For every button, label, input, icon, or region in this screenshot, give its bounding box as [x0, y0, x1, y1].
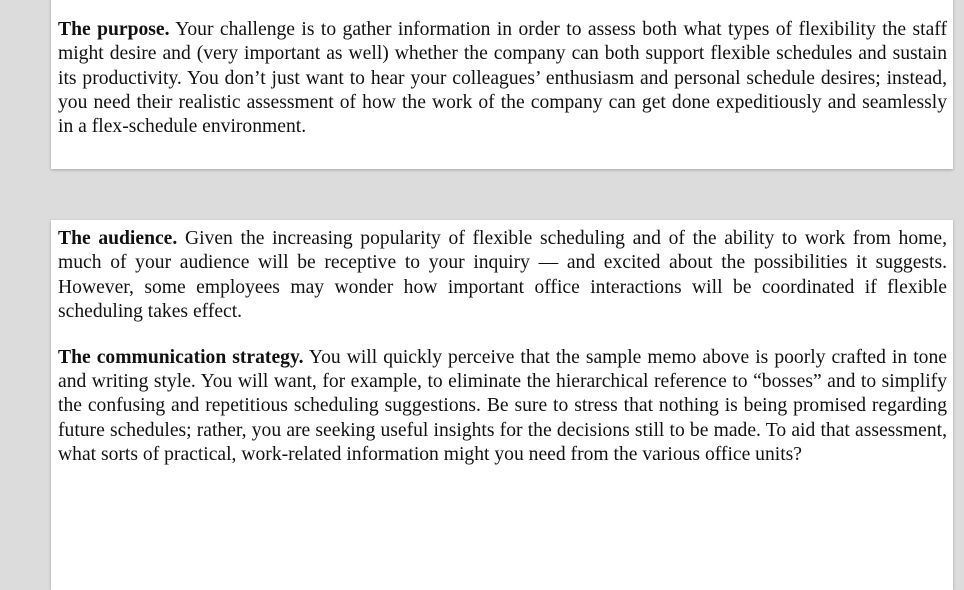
paragraph-communication-strategy [58, 346, 947, 467]
paragraph-heading-communication-strategy: The communication strategy. [58, 346, 304, 368]
paragraph-audience [58, 227, 947, 324]
document-page-2 [51, 220, 953, 590]
paragraph-heading-purpose: The purpose. [58, 19, 170, 40]
paragraph-text-purpose: Your challenge is to gather information in order to assess both what types of flexibility the staff might desire and (very important as well) whether the company can both support flexible schedules and sustain its productivity. You don’t just want to hear your colleagues’ enthusiasm and personal schedule desires; instead, you need their realistic assessment of how the work of the company can get done expeditiously and seamlessly in a flex-schedule environment. [58, 19, 948, 138]
paragraph-text-audience: Given the increasing popularity of flexible scheduling and of the ability to work from home, much of your audience will be receptive to your inquiry — and excited about the possibilities it suggests. However, some employees may wonder how important office interactions will be coordinated if flexible scheduling takes effect. [58, 228, 947, 322]
paragraph-heading-audience: The audience. [58, 228, 178, 249]
paragraph-text-communication-strategy: You will quickly perceive that the sample memo above is poorly crafted in tone and writing style. You will want, for example, to eliminate the hierarchical reference to “bosses” and to simplify the confusing and repetitious scheduling suggestions. Be sure to stress that nothing is being promised regarding future schedules; rather, you are seeking useful insights for the decisions still to be made. To aid that assessment, what sorts of practical, work-related information might you need from the various office units? [58, 346, 947, 465]
paragraph-purpose [58, 18, 947, 139]
document-page-1 [51, 0, 953, 169]
